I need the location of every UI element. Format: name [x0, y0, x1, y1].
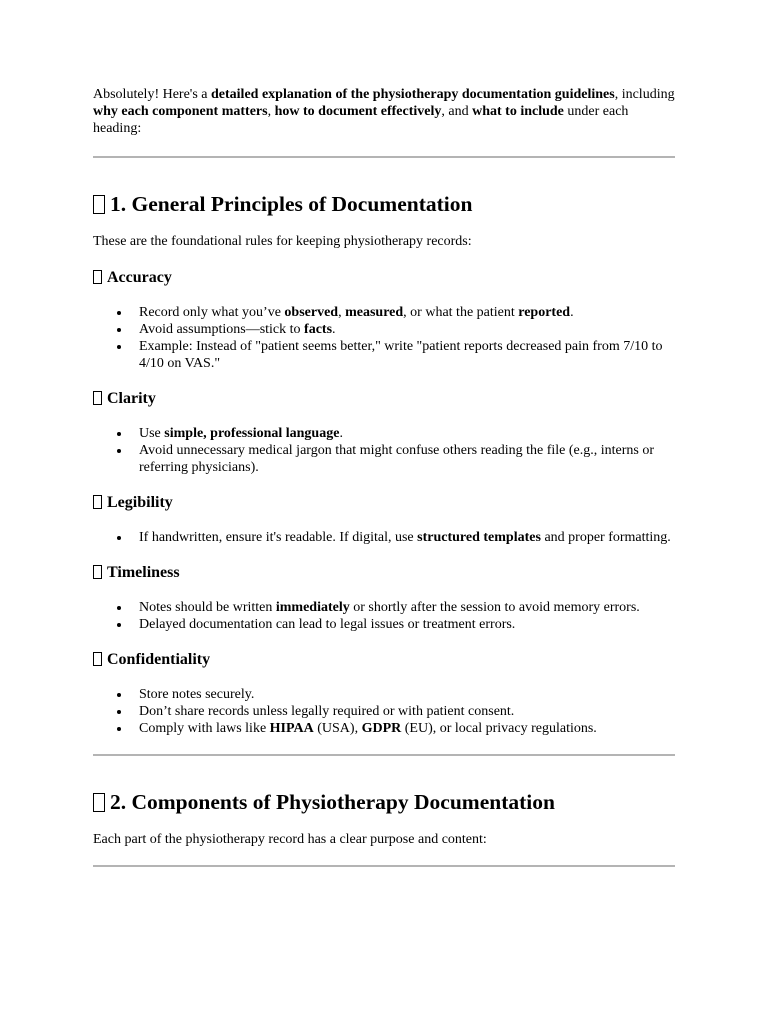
list-item-bold-text: facts	[304, 322, 333, 337]
intro-text: , including	[614, 87, 675, 102]
subsection-heading-legibility	[93, 493, 675, 513]
section-lead: Each part of the physiotherapy record has a clear purpose and content:	[93, 832, 487, 847]
bullet-icon	[117, 432, 121, 436]
list-item-text: (EU), or local privacy regulations.	[401, 721, 597, 736]
list-item	[93, 616, 675, 633]
list-item-text: Delayed documentation can lead to legal issues or treatment errors.	[139, 617, 516, 632]
subsection-title: Accuracy	[107, 269, 172, 286]
intro-bold-text: why each component matters	[93, 104, 268, 119]
list-item-bold-text: simple, professional language	[164, 426, 340, 441]
list-item-text: Comply with laws like	[139, 721, 270, 736]
accuracy-list	[93, 304, 675, 372]
subsection-title: Legibility	[107, 494, 173, 511]
list-item-text: , or what the patient	[403, 305, 519, 320]
section-heading	[93, 789, 675, 815]
section-heading	[93, 191, 675, 217]
list-item-bold-text: reported	[518, 305, 571, 320]
list-item	[93, 442, 675, 476]
list-item-bold-text: observed	[284, 305, 339, 320]
subsection-title: Confidentiality	[107, 651, 211, 668]
section-heading-text: 2. Components of Physiotherapy Documentation	[110, 790, 555, 814]
bullet-icon	[117, 311, 121, 315]
legibility-list	[93, 529, 675, 546]
subsection-heading-clarity	[93, 389, 675, 409]
bullet-icon	[117, 606, 121, 610]
list-item-bold-text: HIPAA	[269, 721, 314, 736]
horizontal-rule	[93, 754, 675, 756]
list-item	[93, 304, 675, 321]
list-item-text: ,	[338, 305, 346, 320]
missing-glyph-icon	[93, 495, 102, 509]
section-lead: These are the foundational rules for keeping physiotherapy records:	[93, 234, 472, 249]
subsection-title: Clarity	[107, 390, 156, 407]
subsection-heading-timeliness	[93, 563, 675, 583]
bullet-icon	[117, 449, 121, 453]
list-item-text: Don’t share records unless legally required or with patient consent.	[139, 704, 515, 719]
timeliness-list	[93, 599, 675, 633]
confidentiality-list	[93, 686, 675, 737]
list-item-text: Record only what you’ve	[139, 305, 285, 320]
list-item	[93, 338, 675, 372]
bullet-icon	[117, 345, 121, 349]
intro-text: under each heading:	[93, 104, 629, 136]
intro-bold-text: how to document effectively	[274, 104, 442, 119]
document-content	[93, 86, 675, 867]
missing-glyph-icon	[93, 793, 105, 812]
bullet-icon	[117, 727, 121, 731]
list-item-text: or shortly after the session to avoid memory errors.	[349, 600, 640, 615]
intro-text: Absolutely! Here's a	[93, 87, 211, 102]
bullet-icon	[117, 710, 121, 714]
list-item-bold-text: GDPR	[361, 721, 402, 736]
horizontal-rule	[93, 865, 675, 867]
list-item-bold-text: immediately	[275, 600, 350, 615]
list-item-text: .	[570, 305, 574, 320]
list-item	[93, 686, 675, 703]
list-item-bold-text: measured	[345, 305, 404, 320]
list-item-text: Avoid unnecessary medical jargon that might confuse others reading the file (e.g., interns or referring physicians).	[139, 443, 654, 475]
list-item	[93, 321, 675, 338]
bullet-icon	[117, 623, 121, 627]
intro-bold-text: what to include	[472, 104, 564, 119]
list-item-text: Example: Instead of "patient seems better," write "patient reports decreased pain from 7/10 to 4/10 on VAS."	[139, 339, 663, 371]
horizontal-rule	[93, 156, 675, 158]
intro-bold-text: detailed explanation of the physiotherapy documentation guidelines	[211, 87, 615, 102]
list-item-text: and proper formatting.	[540, 530, 671, 545]
list-item-text: If handwritten, ensure it's readable. If digital, use	[139, 530, 418, 545]
section-heading-text: 1. General Principles of Documentation	[110, 192, 473, 216]
list-item	[93, 720, 675, 737]
missing-glyph-icon	[93, 565, 102, 579]
subsection-heading-accuracy	[93, 268, 675, 288]
list-item	[93, 425, 675, 442]
intro-text: ,	[267, 104, 275, 119]
list-item-text: (USA),	[313, 721, 362, 736]
missing-glyph-icon	[93, 652, 102, 666]
missing-glyph-icon	[93, 195, 105, 214]
intro-paragraph	[93, 86, 675, 137]
list-item-text: .	[332, 322, 336, 337]
clarity-list	[93, 425, 675, 476]
list-item-bold-text: structured templates	[417, 530, 541, 545]
list-item	[93, 703, 675, 720]
bullet-icon	[117, 328, 121, 332]
list-item	[93, 529, 675, 546]
list-item-text: Store notes securely.	[139, 687, 255, 702]
intro-text: , and	[441, 104, 473, 119]
list-item-text: Use	[139, 426, 165, 441]
missing-glyph-icon	[93, 391, 102, 405]
bullet-icon	[117, 536, 121, 540]
list-item-text: Notes should be written	[139, 600, 276, 615]
bullet-icon	[117, 693, 121, 697]
subsection-title: Timeliness	[107, 564, 180, 581]
missing-glyph-icon	[93, 270, 102, 284]
list-item-text: .	[339, 426, 343, 441]
subsection-heading-confidentiality	[93, 650, 675, 670]
list-item-text: Avoid assumptions—stick to	[139, 322, 305, 337]
list-item	[93, 599, 675, 616]
